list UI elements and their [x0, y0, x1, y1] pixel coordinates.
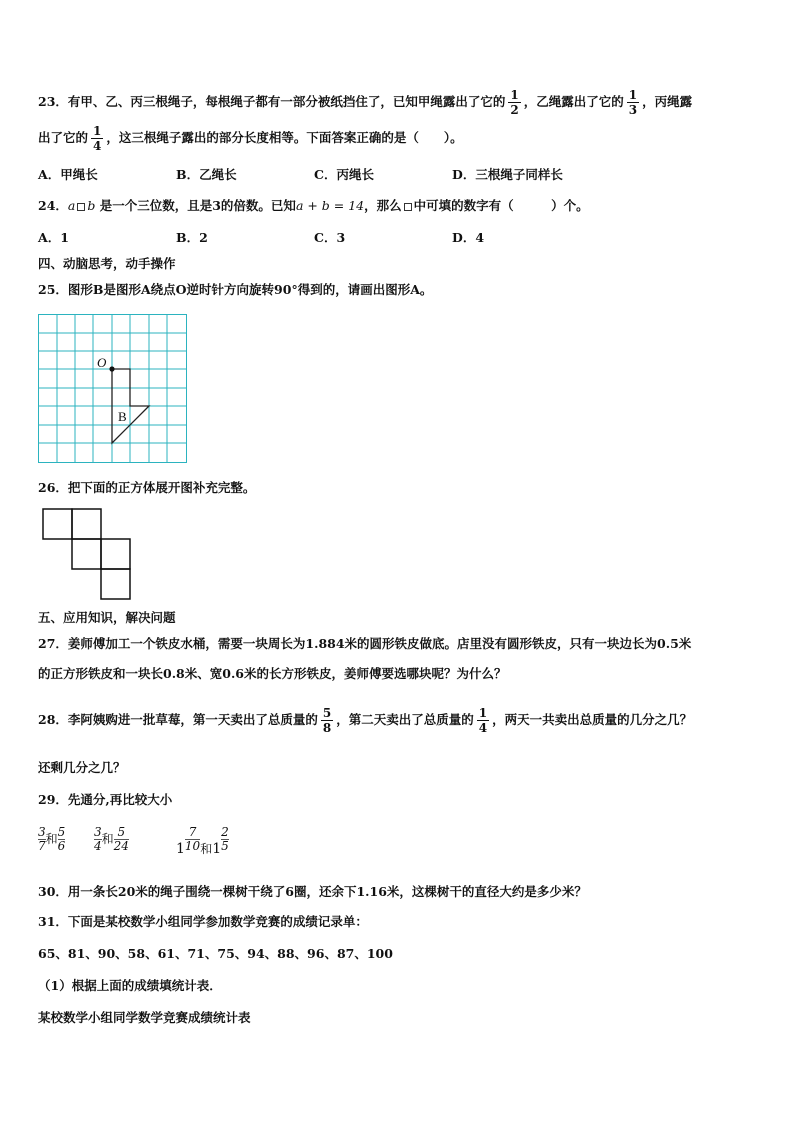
- q29-fraction: $\frac{3}{7}$: [38, 825, 46, 853]
- blank-box-icon: [404, 203, 412, 211]
- q31-sub1: （1）根据上面的成绩填统计表．: [38, 978, 222, 993]
- q23-option-c: C．丙绳长: [314, 167, 374, 182]
- cube-net-figure: [40, 507, 132, 603]
- section-5-heading: 五、应用知识，解决问题: [38, 610, 176, 625]
- point-o-dot: [109, 366, 114, 371]
- q24-text-part3: 中可填的数字有（ ）个。: [413, 198, 589, 213]
- q30-text: 30．用一条长20米的绳子围绕一棵树干绕了6圈，还余下1.16米，这棵树干的直径大约是多少米？: [38, 884, 587, 899]
- q24-option-b: B．2: [176, 230, 208, 245]
- q24-option-d: D．4: [452, 230, 485, 245]
- q24-text-part2: ，那么: [364, 198, 402, 213]
- label-b: B: [118, 409, 127, 424]
- q23-text-part3: ，丙绳露: [642, 94, 693, 109]
- q31-text: 31．下面是某校数学小组同学参加数学竞赛的成绩记录单：: [38, 914, 368, 929]
- q23-fraction-3: $\frac{1}{4}$: [93, 124, 102, 153]
- q24-var-a: a: [67, 198, 76, 213]
- q29-pair-2: $\frac{3}{4}$ 和 $\frac{5}{24}$: [94, 825, 129, 853]
- q28-fraction-2: $\frac{1}{4}$: [478, 706, 488, 735]
- q28-text-part1: 28．李阿姨购进一批草莓，第一天卖出了总质量的: [38, 712, 318, 727]
- q23-fraction-2: $\frac{1}{3}$: [628, 88, 638, 117]
- q23-line2-start: 出了它的: [38, 130, 89, 145]
- q29-fraction: $\frac{2}{5}$: [221, 825, 229, 853]
- q23-line1: [38, 88, 692, 117]
- q24-var-b: b: [87, 198, 96, 213]
- q29-fraction: $\frac{5}{24}$: [113, 825, 129, 853]
- q31-scores: 65、81、90、58、61、71、75、94、88、96、87、100: [38, 946, 393, 961]
- q24-option-c: C．3: [314, 230, 346, 245]
- q27-line2: 的正方形铁皮和一块长0.8米、宽0.6米的长方形铁皮，姜师傅要选哪块呢？为什么？: [38, 666, 507, 681]
- q23-option-a: A．甲绳长: [38, 167, 98, 182]
- q26-text: 26．把下面的正方体展开图补充完整。: [38, 480, 256, 495]
- q23-line2: [38, 124, 463, 153]
- q23-text-part1: 23．有甲、乙、丙三根绳子，每根绳子都有一部分被纸挡住了，已知甲绳露出了它的: [38, 94, 506, 109]
- q25-text: 25．图形B是图形A绕点O逆时针方向旋转90°得到的，请画出图形A。: [38, 282, 433, 297]
- q23-fraction-1: $\frac{1}{2}$: [510, 88, 519, 117]
- label-o: O: [97, 355, 107, 370]
- q24-equation: a + b = 14: [295, 198, 365, 213]
- q29-fraction: $\frac{7}{10}$: [184, 825, 201, 853]
- q28-fraction-1: $\frac{5}{8}$: [322, 706, 332, 735]
- q29-fraction: $\frac{5}{6}$: [57, 825, 66, 853]
- q27-line1: 27．姜师傅加工一个铁皮水桶，需要一块周长为1.884米的圆形铁皮做底。店里没有圆形铁皮，只有一块边长为0.5米: [38, 636, 692, 651]
- q24-number: 24．: [38, 198, 68, 213]
- q24-line: [38, 198, 589, 214]
- q29-pair-1: $\frac{3}{7}$ 和 $\frac{5}{6}$: [38, 825, 66, 853]
- q28-line1: [38, 706, 692, 735]
- q28-text-part3: ，两天一共卖出总质量的几分之几？: [492, 712, 693, 727]
- q23-line2-end: ，这三根绳子露出的部分长度相等。下面答案正确的是（ ）。: [106, 130, 463, 145]
- section-4-heading: 四、动脑思考，动手操作: [38, 256, 176, 271]
- q25-grid-figure: [38, 314, 188, 464]
- q24-option-a: A．1: [38, 230, 69, 245]
- q31-table-title: 某校数学小组同学数学竞赛成绩统计表: [38, 1010, 251, 1025]
- q28-line2: 还剩几分之几？: [38, 760, 126, 775]
- q23-text-part2: ，乙绳露出了它的: [523, 94, 624, 109]
- q28-text-part2: ，第二天卖出了总质量的: [336, 712, 474, 727]
- q29-pair-3: 1 $\frac{7}{10}$ 和1 $\frac{2}{5}$: [176, 825, 229, 857]
- q24-text-part1: 是一个三位数，且是3的倍数。已知: [99, 198, 296, 213]
- q29-text: 29．先通分,再比较大小: [38, 792, 173, 807]
- q29-fraction: $\frac{3}{4}$: [94, 825, 102, 853]
- q23-option-b: B．乙绳长: [176, 167, 237, 182]
- blank-box-icon: [77, 203, 85, 211]
- q23-option-d: D．三根绳子同样长: [452, 167, 563, 182]
